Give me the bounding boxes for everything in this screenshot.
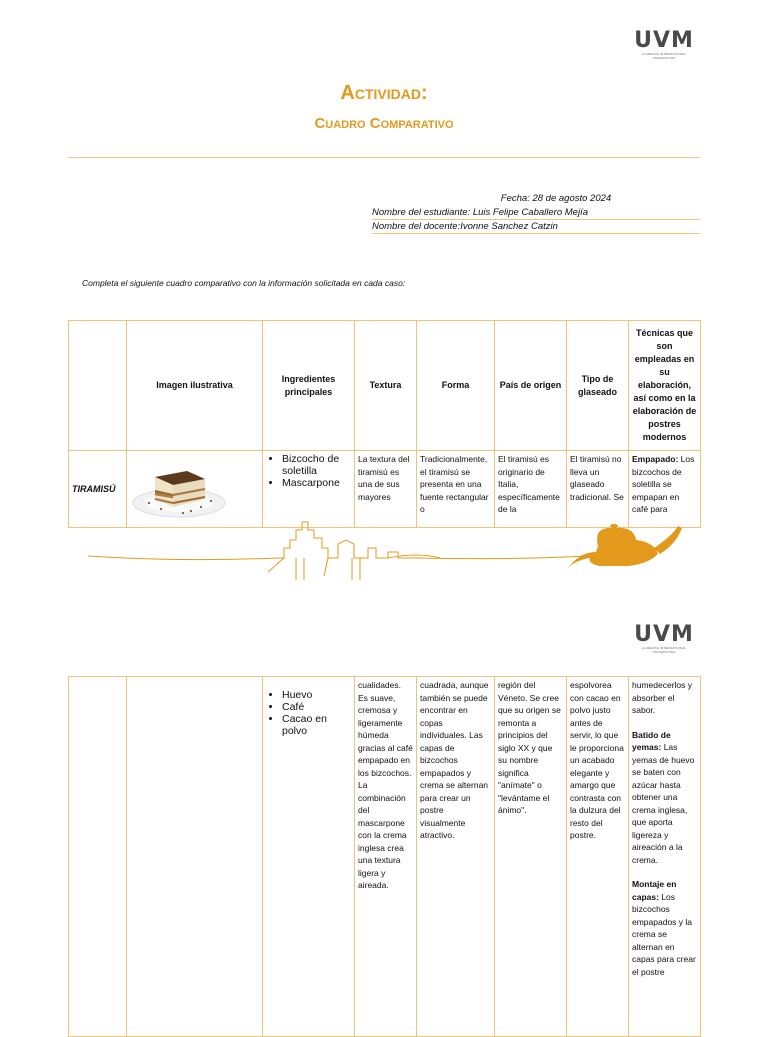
table-row [69,451,701,528]
table-header-row [69,321,701,451]
teacher-name-line: Nombre del docente:Ivonne Sanchez Catzin [372,220,700,234]
list-item: • Cacao en polvo [282,713,351,737]
technique-text: Los bizcochos empapados y la crema se alternan en capas para crear el postre [632,891,696,977]
list-item: • Bizcocho de soletilla [282,453,351,477]
header-origin: País de origen [495,321,567,451]
techniques-cell [629,677,701,1037]
ingredients-list [266,689,351,737]
header-empty [69,321,127,451]
comparison-table-continued [68,676,701,1037]
instructions: Completa el siguiente cuadro comparativo con la información solicitada en cada caso: [82,278,406,288]
image-cell-cont [127,677,263,1037]
row-label: TIRAMISÚ [69,451,127,528]
comparison-table [68,320,701,528]
header-texture: Textura [355,321,417,451]
technique-text: humedecerlos y absorber el sabor. [632,680,693,715]
technique-title: Montaje en capas: [632,879,677,902]
logo-tagline: LAUREATE INTERNATIONAL UNIVERSITIES [641,646,687,654]
city-skyline-teapot-decoration [88,518,704,584]
title-divider [68,157,700,158]
techniques-cell [629,451,701,528]
header-techniques: Técnicas que son empleadas en su elaboración, así como en la elaboración de postres modernos [629,321,701,451]
header-image: Imagen ilustrativa [127,321,263,451]
glaze-cell: El tiramisú no lleva un glaseado tradicional. Se [567,451,629,528]
technique-text: Las yemas de huevo se baten con azúcar hasta obtener una crema inglesa, que aporta ligereza y aireación a la crema. [632,742,695,865]
logo-mark: UVM [634,622,694,647]
header-shape: Forma [417,321,495,451]
uvm-logo [632,28,696,60]
shape-cell: Tradicionalmente, el tiramisú se presenta en una fuente rectangular o [417,451,495,528]
header-glaze: Tipo de glaseado [567,321,629,451]
origin-cell: región del Véneto. Se cree que su origen se remonta a principios del siglo XX y que su nombre significa "anímate" o "levántame el ánimo". [495,677,567,1037]
student-info [372,192,700,234]
ingredients-list [266,453,351,489]
row-label-cont [69,677,127,1037]
student-name-line: Nombre del estudiante: Luis Felipe Caballero Mejía [372,206,700,220]
date-line: Fecha: 28 de agosto 2024 [500,193,612,204]
list-item: • Huevo [282,689,351,701]
logo-mark: UVM [634,28,694,53]
origin-cell: El tiramisú es originario de Italia, específicamente de la [495,451,567,528]
uvm-logo [632,622,696,654]
texture-cell: cualidades. Es suave, cremosa y ligeramente húmeda gracias al café empapado en los bizcochos. La combinación del mascarpone con la crema inglesa crea una textura ligera y aireada. [355,677,417,1037]
page-title: Actividad: [340,82,428,104]
technique-title: Empapado: [632,454,679,464]
shape-cell: cuadrada, aunque también se puede encontrar en copas individuales. Las capas de bizcochos empapados y crema se alternan para crear un postre visualmente atractivo. [417,677,495,1037]
glaze-cell: espolvorea con cacao en polvo justo antes de servir, lo que le proporciona un acabado elegante y amargo que contrasta con la dulzura del resto del postre. [567,677,629,1037]
list-item: • Mascarpone [282,477,351,489]
page-subtitle: Cuadro Comparativo [314,115,454,132]
list-item: • Café [282,701,351,713]
logo-tagline: LAUREATE INTERNATIONAL UNIVERSITIES [641,52,687,60]
technique-title: Batido de yemas: [632,729,671,752]
technique-text: Los bizcochos de soletilla se empapan en café para [632,454,695,514]
table-row [69,677,701,1037]
texture-cell: La textura del tiramisú es una de sus mayores [355,451,417,528]
header-ingredients: Ingredientes principales [263,321,355,451]
tiramisu-image [131,451,227,523]
